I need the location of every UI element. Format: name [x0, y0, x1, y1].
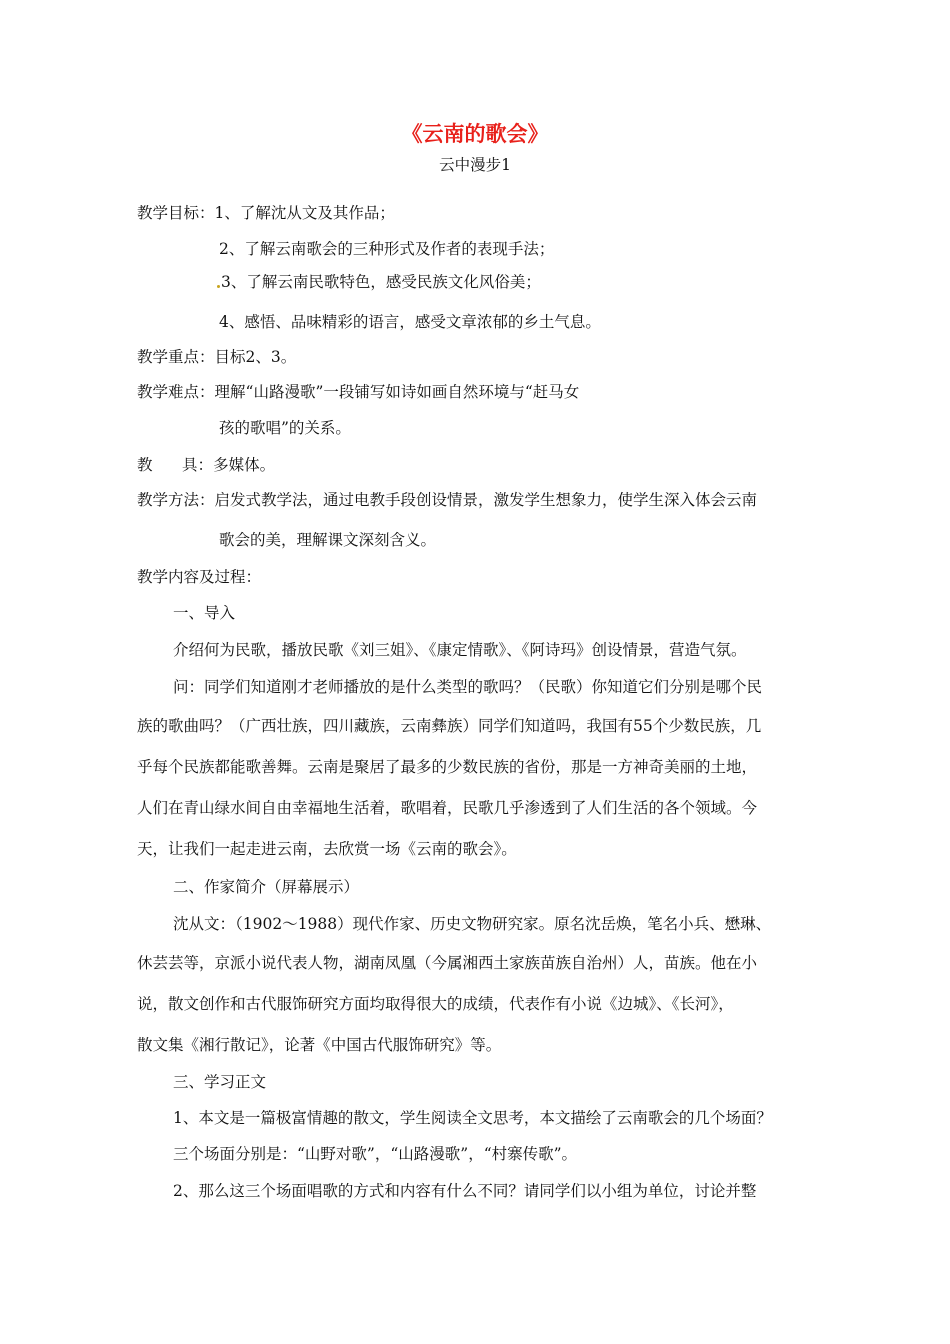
section2-line-2: 休芸芸等，京派小说代表人物，湖南凤凰（今属湘西土家族苗族自治州）人，苗族。他在小	[137, 954, 758, 972]
difficulties-label: 教学难点：	[137, 383, 215, 401]
objectives-label: 教学目标：	[137, 204, 215, 222]
section3-question-1: 1、本文是一篇极富情趣的散文，学生阅读全文思考，本文描绘了云南歌会的几个场面？	[173, 1109, 772, 1127]
section1-paragraph-2-line-4: 人们在青山绿水间自由幸福地生活着，歌唱着，民歌几乎渗透到了人们生活的各个领域。今	[137, 799, 758, 817]
key-points-text: 目标2、3。	[214, 348, 297, 366]
section1-heading: 一、导入	[173, 604, 236, 622]
key-points-line	[137, 347, 296, 367]
section2-line-4: 散文集《湘行散记》，论著《中国古代服饰研究》等。	[137, 1036, 502, 1054]
section1-paragraph-1: 介绍何为民歌，播放民歌《刘三姐》、《康定情歌》、《阿诗玛》创设情景，营造气氛。	[173, 641, 747, 659]
section1-paragraph-2-line-3: 乎每个民族都能歌善舞。云南是聚居了最多的少数民族的省份，那是一方神奇美丽的土地，	[137, 758, 758, 776]
process-label: 教学内容及过程：	[137, 568, 262, 586]
tools-label: 教 具：	[137, 456, 214, 474]
objective-item-4: 4、感悟、品味精彩的语言，感受文章浓郁的乡土气息。	[219, 313, 601, 331]
methods-text-2: 歌会的美，理解课文深刻含义。	[219, 531, 437, 549]
objective-item-1: 1、了解沈从文及其作品；	[214, 204, 395, 222]
section2-heading: 二、作家简介（屏幕展示）	[173, 878, 360, 896]
methods-label: 教学方法：	[137, 491, 215, 509]
difficulties-text-2: 孩的歌唱”的关系。	[219, 419, 351, 437]
section2-line-1: 沈从文：（1902～1988）现代作家、历史文物研究家。原名沈岳焕，笔名小兵、懋琳、	[173, 915, 772, 933]
tools-line	[137, 455, 275, 475]
section2-line-3: 说，散文创作和古代服饰研究方面均取得很大的成绩，代表作有小说《边城》、《长河》，	[137, 995, 734, 1013]
section3-question-2: 2、那么这三个场面唱歌的方式和内容有什么不同？请同学们以小组为单位，讨论并整	[173, 1182, 757, 1200]
objective-item-3: 3、了解云南民歌特色，感受民族文化风俗美；	[216, 272, 541, 292]
objective-item-2: 2、了解云南歌会的三种形式及作者的表现手法；	[219, 240, 555, 258]
methods-text-1: 启发式教学法，通过电教手段创设情景，激发学生想象力，使学生深入体会云南	[214, 491, 758, 509]
methods-line	[137, 490, 757, 510]
section1-paragraph-2-line-5: 天，让我们一起走进云南，去欣赏一场《云南的歌会》。	[137, 840, 517, 858]
section3-heading: 三、学习正文	[173, 1073, 267, 1091]
section1-paragraph-2-line-1: 问：同学们知道刚才老师播放的是什么类型的歌吗？（民歌）你知道它们分别是哪个民	[173, 678, 763, 696]
key-points-label: 教学重点：	[137, 348, 215, 366]
section3-answer-1: 三个场面分别是：“山野对歌”，“山路漫歌”，“村寨传歌”。	[173, 1145, 578, 1163]
document-title: 《云南的歌会》	[401, 121, 549, 146]
tools-text: 多媒体。	[213, 456, 276, 474]
objectives-line	[137, 203, 395, 223]
section1-paragraph-2-line-2: 族的歌曲吗？（广西壮族，四川藏族，云南彝族）同学们知道吗，我国有55个少数民族，几	[137, 717, 762, 735]
document-subtitle: 云中漫步1	[439, 156, 511, 174]
highlight-mark	[217, 285, 220, 288]
difficulties-line	[137, 382, 579, 402]
difficulties-text-1: 理解“山路漫歌”一段铺写如诗如画自然环境与“赶马女	[214, 383, 580, 401]
